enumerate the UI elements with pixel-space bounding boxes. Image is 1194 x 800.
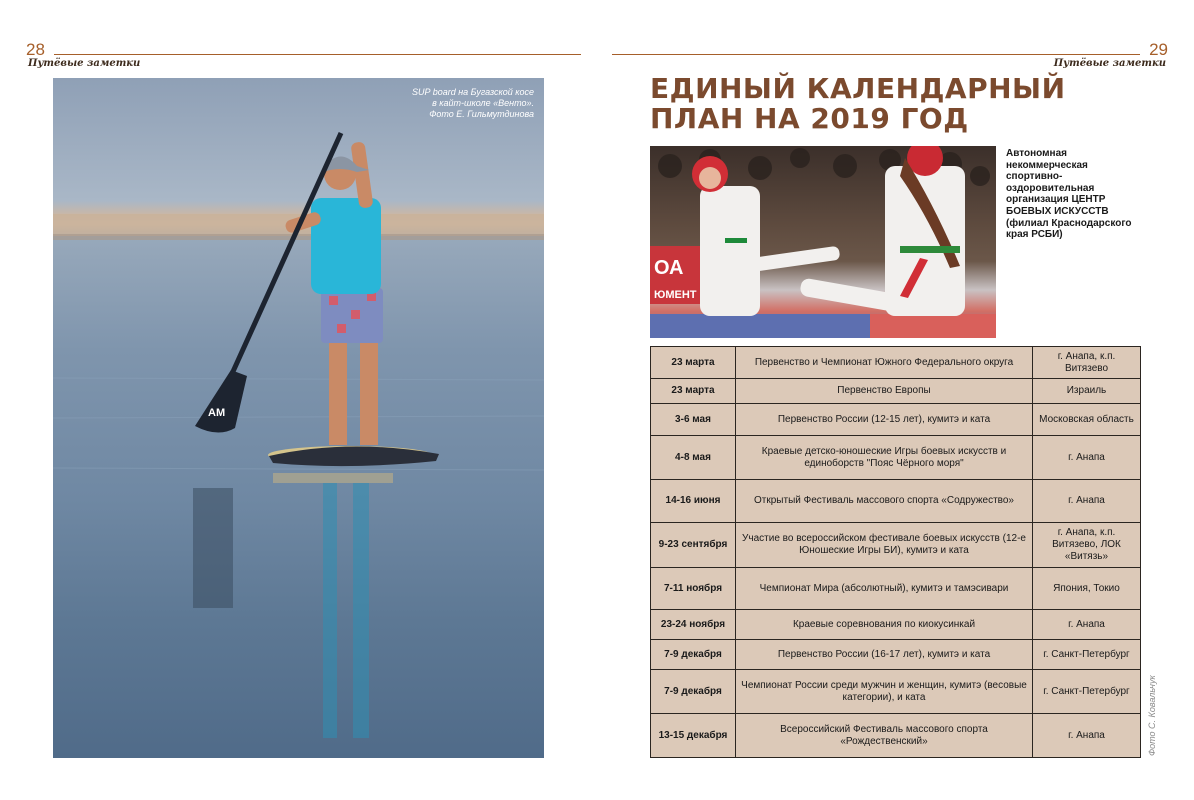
event-schedule-table	[650, 346, 1141, 758]
page-title	[650, 74, 1066, 134]
table-row	[651, 640, 1141, 670]
running-head-left: Путёвые заметки	[28, 58, 141, 69]
table-row	[651, 436, 1141, 480]
event-place: г. Анапа	[1033, 480, 1141, 523]
event-date: 9-23 сентября	[651, 523, 736, 568]
table-row	[651, 523, 1141, 568]
caption-line: в кайт-школе «Венто».	[432, 98, 534, 108]
table-row	[651, 670, 1141, 714]
table-row	[651, 480, 1141, 523]
banner-text: ЮМЕНТ	[654, 289, 697, 301]
header-rule-right	[612, 54, 1140, 55]
organization-description: Автономная некоммерческая спортивно-оздоровительная организация ЦЕНТР БОЕВЫХ ИСКУССТВ (филиал Краснодарского края РСБИ)	[1006, 148, 1132, 241]
event-date: 3-6 мая	[651, 404, 736, 436]
running-head-right: Путёвые заметки	[1053, 58, 1166, 69]
event-name: Всероссийский Фестиваль массового спорта «Рождественский»	[736, 714, 1033, 758]
event-place: г. Анапа	[1033, 610, 1141, 640]
event-date: 23 марта	[651, 379, 736, 404]
event-name: Первенство Европы	[736, 379, 1033, 404]
header-rule-left	[54, 54, 581, 55]
karate-photo	[650, 146, 996, 338]
event-date: 7-9 декабря	[651, 640, 736, 670]
sup-board-illustration	[53, 78, 544, 758]
table-row	[651, 404, 1141, 436]
event-date: 4-8 мая	[651, 436, 736, 480]
page-number-left: 28	[26, 40, 45, 59]
page-number-right: 29	[1149, 40, 1168, 59]
event-date: 7-9 декабря	[651, 670, 736, 714]
event-name: Краевые детско-юношеские Игры боевых искусств и единоборств "Пояс Чёрного моря"	[736, 436, 1033, 480]
event-place: Московская область	[1033, 404, 1141, 436]
event-name: Краевые соревнования по киокусинкай	[736, 610, 1033, 640]
event-name: Чемпионат России среди мужчин и женщин, кумитэ (весовые категории), и ката	[736, 670, 1033, 714]
event-name: Первенство и Чемпионат Южного Федерального округа	[736, 347, 1033, 379]
event-place: г. Анапа, к.п. Витязево	[1033, 347, 1141, 379]
photo-caption	[412, 87, 534, 120]
event-name: Чемпионат Мира (абсолютный), кумитэ и тамэсивари	[736, 568, 1033, 610]
sup-board-photo	[53, 78, 544, 758]
event-place: г. Анапа	[1033, 714, 1141, 758]
title-line: ЕДИНЫЙ КАЛЕНДАРНЫЙ	[650, 72, 1066, 105]
karate-illustration	[650, 146, 996, 338]
event-name: Участие во всероссийском фестивале боевых искусств (12-е Юношеские Игры БИ), кумитэ и ката	[736, 523, 1033, 568]
table-row	[651, 379, 1141, 404]
event-place: Израиль	[1033, 379, 1141, 404]
event-date: 14-16 июня	[651, 480, 736, 523]
banner-text: ОА	[654, 257, 684, 279]
title-line: ПЛАН НА 2019 ГОД	[650, 102, 969, 135]
event-date: 13-15 декабря	[651, 714, 736, 758]
event-place: Япония, Токио	[1033, 568, 1141, 610]
event-date: 23-24 ноября	[651, 610, 736, 640]
event-date: 7-11 ноября	[651, 568, 736, 610]
event-place: г. Санкт-Петербург	[1033, 670, 1141, 714]
caption-line: SUP board на Бугазской косе	[412, 87, 534, 97]
table-row	[651, 714, 1141, 758]
table-row	[651, 610, 1141, 640]
event-name: Первенство России (16-17 лет), кумитэ и ката	[736, 640, 1033, 670]
photo-credit: Фото С. Ковальчук	[1147, 675, 1157, 756]
table-row	[651, 347, 1141, 379]
table-row	[651, 568, 1141, 610]
event-place: г. Анапа	[1033, 436, 1141, 480]
paddle-logo: AM	[208, 407, 226, 419]
event-date: 23 марта	[651, 347, 736, 379]
event-name: Открытый Фестиваль массового спорта «Содружество»	[736, 480, 1033, 523]
event-place: г. Анапа, к.п. Витязево, ЛОК «Витязь»	[1033, 523, 1141, 568]
caption-line: Фото Е. Гильмутдинова	[429, 109, 534, 119]
event-name: Первенство России (12-15 лет), кумитэ и ката	[736, 404, 1033, 436]
event-place: г. Санкт-Петербург	[1033, 640, 1141, 670]
